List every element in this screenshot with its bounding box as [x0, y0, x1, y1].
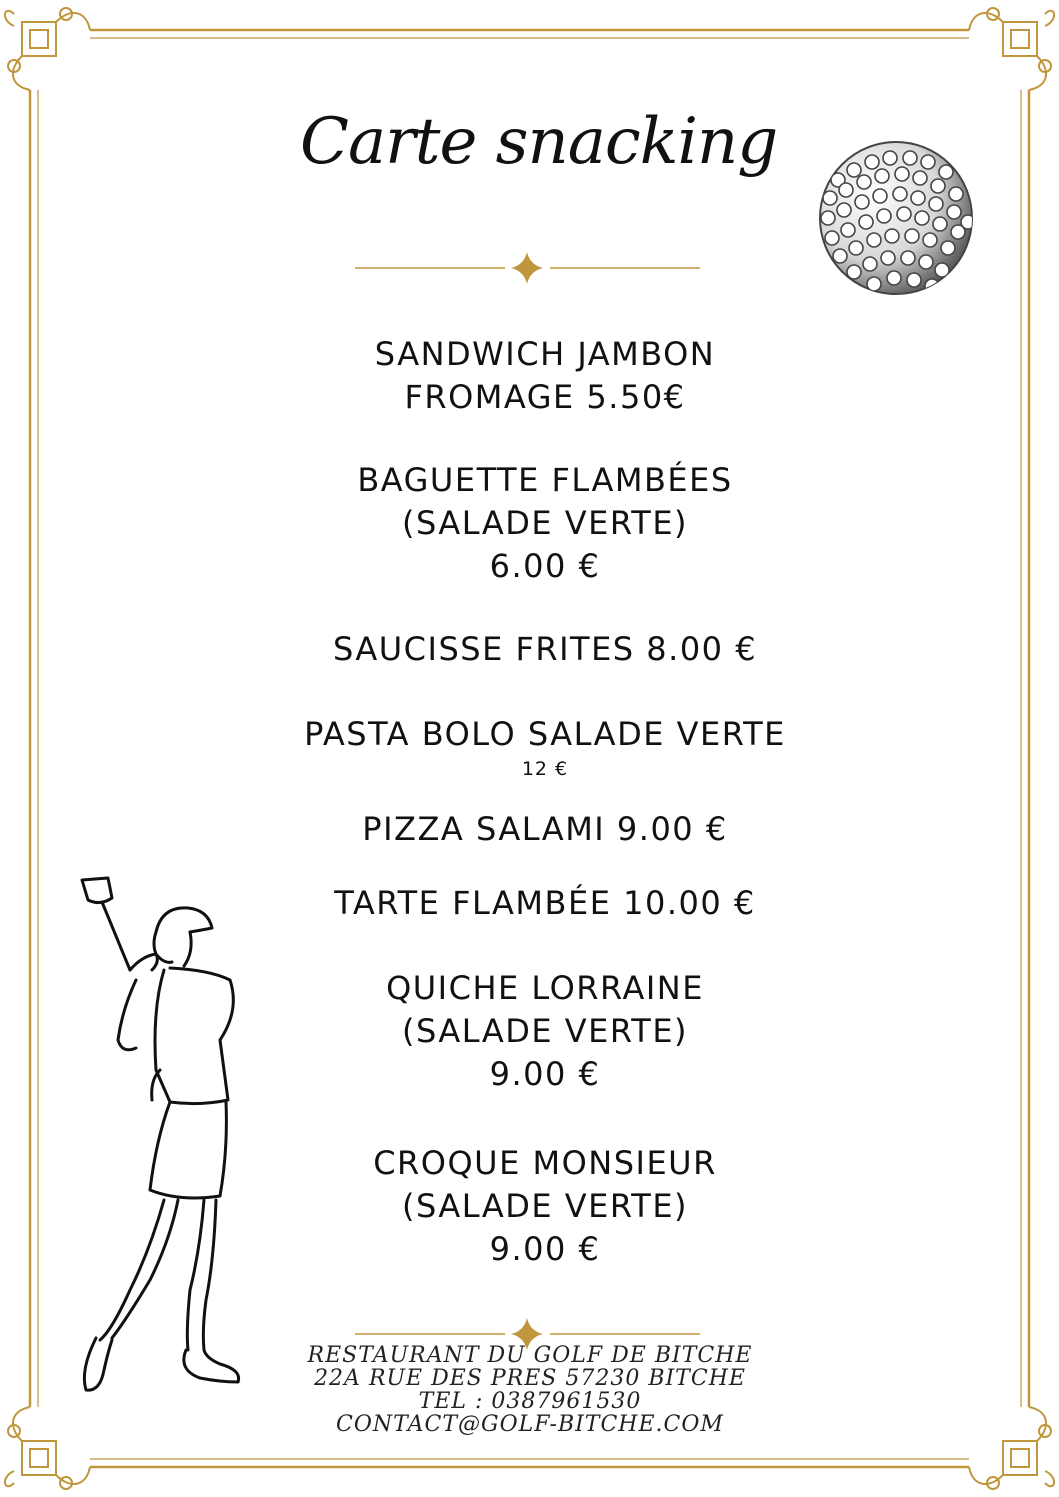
- menu-item: [230, 459, 860, 588]
- menu-item-line: 9.00 €: [489, 1055, 601, 1093]
- menu-item: [230, 628, 860, 671]
- menu-item: [230, 333, 860, 419]
- menu-item-line: PASTA BOLO SALADE VERTE: [304, 715, 786, 753]
- menu-item-line: (SALADE VERTE): [401, 504, 689, 542]
- golfer-illustration-icon: [60, 870, 260, 1420]
- sparkle-star-icon: [511, 252, 543, 284]
- menu-item-line: PIZZA SALAMI 9.00 €: [362, 810, 728, 848]
- menu-item-line: FROMAGE 5.50€: [404, 378, 686, 416]
- menu-item-line: SANDWICH JAMBON: [374, 335, 716, 373]
- menu-item-line: (SALADE VERTE): [401, 1012, 689, 1050]
- footer-phone[interactable]: TEL : 0387961530: [418, 1389, 642, 1414]
- footer-address: 22A RUE DES PRES 57230 BITCHE: [314, 1366, 746, 1391]
- menu-item-line: 9.00 €: [489, 1230, 601, 1268]
- menu-item-line: SAUCISSE FRITES 8.00 €: [332, 630, 758, 668]
- page-title: Carte snacking: [300, 105, 778, 179]
- menu-item: [230, 1142, 860, 1271]
- footer-email[interactable]: CONTACT@GOLF-BITCHE.COM: [336, 1412, 724, 1437]
- menu-item: [230, 882, 860, 925]
- menu-item-line: 6.00 €: [489, 547, 601, 585]
- menu-list: [230, 333, 860, 1271]
- top-divider: [355, 250, 700, 286]
- footer-restaurant-name: RESTAURANT DU GOLF DE BITCHE: [307, 1343, 753, 1368]
- menu-item-line: (SALADE VERTE): [401, 1187, 689, 1225]
- footer-contact: [240, 1344, 820, 1436]
- menu-item: [230, 808, 860, 851]
- menu-item-price: 12 €: [521, 758, 569, 780]
- menu-item: [230, 967, 860, 1096]
- menu-item-line: CROQUE MONSIEUR: [373, 1144, 717, 1182]
- menu-item-line: TARTE FLAMBÉE 10.00 €: [334, 884, 756, 922]
- menu-item: [230, 713, 860, 782]
- menu-item-line: BAGUETTE FLAMBÉES: [357, 461, 733, 499]
- golf-ball-icon: [818, 140, 978, 300]
- menu-item-line: QUICHE LORRAINE: [386, 969, 704, 1007]
